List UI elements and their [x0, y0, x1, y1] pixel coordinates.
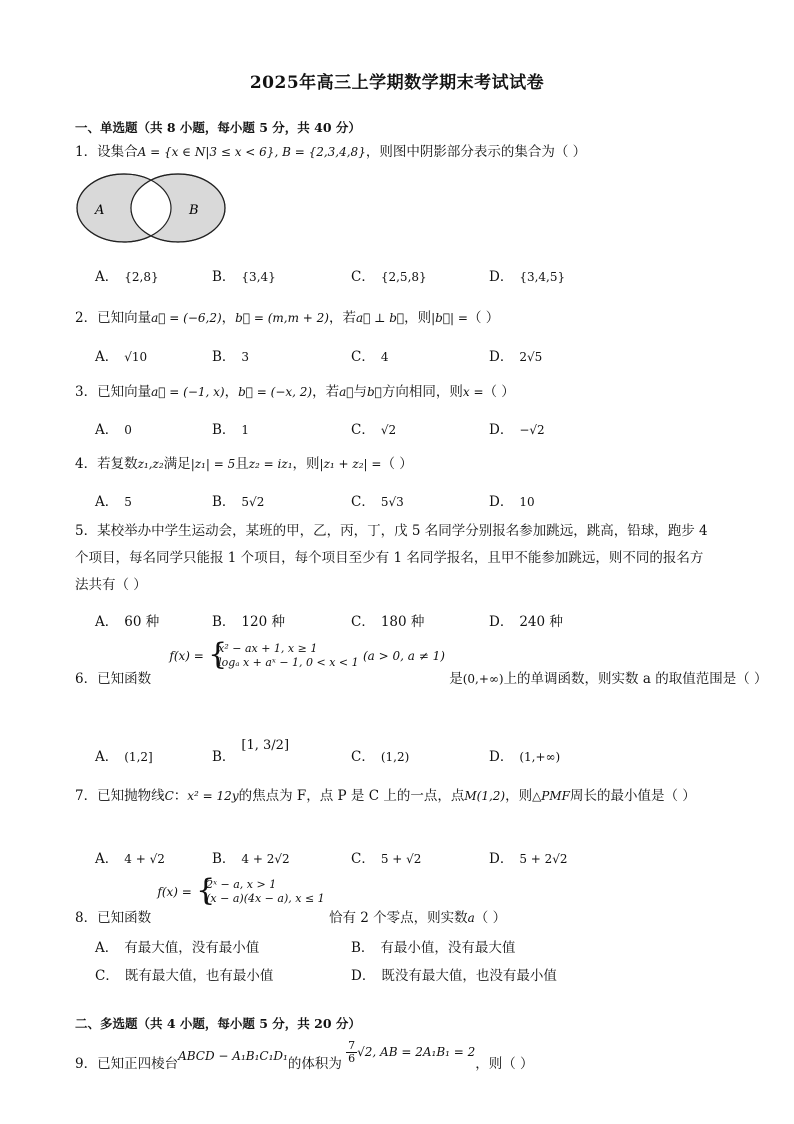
option-c[interactable]: C． 4: [351, 349, 389, 365]
option-c[interactable]: C． 5 + √2: [351, 851, 422, 867]
question-number: 1．: [75, 144, 98, 160]
question-6-options: [95, 738, 735, 765]
option-a[interactable]: A． 4 + √2: [95, 851, 165, 867]
section-single-choice: 一、单选题（共 8 小题，每小题 5 分，共 40 分）: [75, 120, 361, 135]
question-1: [75, 143, 586, 161]
question-8: 8．已知函数 f(x) = { 2ˣ − a, x > 1 (x − a)(4x − a), x ≤ 1 恰有 2 个零点，则实数a（ ）: [75, 873, 507, 926]
page-title: 2025年高三上学期数学期末考试试卷: [249, 73, 545, 93]
venn-diagram: [72, 172, 232, 252]
option-c[interactable]: C． 5√3: [351, 494, 404, 510]
question-3: 3．已知向量a⃗ = (−1, x)，b⃗ = (−x, 2)，若a⃗与b⃗方向相同，则x =（ ）: [75, 384, 515, 400]
option-d[interactable]: D． 10: [489, 494, 535, 510]
question-7: 7．已知抛物线C：x² = 12y的焦点为 F，点 P 是 C 上的一点，点M(1,2)，则△PMF周长的最小值是（ ）: [75, 788, 696, 804]
question-8-options-row2: [95, 964, 735, 984]
option-b[interactable]: B．[1, 3/2]: [212, 738, 290, 765]
question-7-options: [95, 847, 735, 867]
option-c[interactable]: C． 180 种: [351, 614, 425, 630]
question-5-options: [95, 610, 735, 630]
option-a[interactable]: A． √10: [95, 349, 148, 365]
option-a[interactable]: A． 有最大值，没有最小值: [95, 940, 260, 956]
question-2: 2．已知向量a⃗ = (−6,2)，b⃗ = (m,m + 2)，若a⃗ ⊥ b⃗，则|b⃗| =（ ）: [75, 310, 500, 326]
piecewise-function: { 2ˣ − a, x > 1 (x − a)(4x − a), x ≤ 1: [196, 873, 325, 908]
option-b[interactable]: B． 有最小值，没有最大值: [351, 940, 516, 956]
question-math: A = {x ∈ N|3 ≤ x < 6}, B = {2,3,4,8}: [137, 145, 366, 159]
option-c[interactable]: C． (1,2): [351, 749, 410, 765]
option-b[interactable]: B． {3,4}: [212, 269, 276, 285]
option-b[interactable]: B． 120 种: [212, 614, 285, 630]
option-d[interactable]: D． {3,4,5}: [489, 269, 566, 285]
option-a[interactable]: A． 60 种: [95, 614, 160, 630]
option-d[interactable]: D． 5 + 2√2: [489, 851, 568, 867]
question-text: ，则图中阴影部分表示的集合为（ ）: [365, 144, 587, 160]
option-b[interactable]: B． 4 + 2√2: [212, 851, 290, 867]
question-text: 设集合: [97, 144, 138, 160]
set-b-label: B: [189, 203, 199, 218]
option-a[interactable]: A． 0: [95, 422, 132, 438]
option-a[interactable]: A． 5: [95, 494, 132, 510]
question-8-options-row1: [95, 936, 735, 956]
piecewise-function: { x² − ax + 1, x ≥ 1 logₐ x + aˣ − 1, 0 < x < 1: [208, 637, 359, 672]
option-d[interactable]: D． 2√5: [489, 349, 543, 365]
option-a[interactable]: A． (1,2]: [95, 749, 153, 765]
option-d[interactable]: D． −√2: [489, 422, 545, 438]
volume-fraction: $\frac{7}{6}$: [348, 1039, 356, 1065]
question-3-options: [95, 418, 735, 438]
option-d[interactable]: D． (1,+∞): [489, 749, 561, 765]
option-b[interactable]: B． 5√2: [212, 494, 265, 510]
question-4-options: [95, 490, 735, 510]
option-c[interactable]: C． √2: [351, 422, 397, 438]
question-6: 6．已知函数 f(x) = { x² − ax + 1, x ≥ 1 logₐ x + aˣ − 1, 0 < x < 1 (a > 0, a ≠ 1) 是(0,+∞)上的单调函数，则实数 a 的取值范围是（ ）: [75, 637, 768, 687]
option-c[interactable]: C． {2,5,8}: [351, 269, 427, 285]
option-d[interactable]: D． 240 种: [489, 614, 563, 630]
section-multi-choice: 二、多选题（共 4 小题，每小题 5 分，共 20 分）: [75, 1016, 361, 1031]
question-2-options: [95, 345, 735, 365]
option-a[interactable]: A． {2,8}: [95, 269, 159, 285]
option-b[interactable]: B． 3: [212, 349, 250, 365]
question-9: 9．已知正四棱台ABCD − A₁B₁C₁D₁的体积为 $\frac{7}{6}$ √2, AB = 2A₁B₁ = 2，则（ ）: [75, 1039, 534, 1072]
set-a-label: A: [95, 203, 105, 218]
option-c[interactable]: C． 既有最大值，也有最小值: [95, 968, 274, 984]
option-d[interactable]: D． 既没有最大值，也没有最小值: [351, 968, 557, 984]
option-b[interactable]: B． 1: [212, 422, 250, 438]
question-4: 4．若复数z₁,z₂满足|z₁| = 5且z₂ = iz₁，则|z₁ + z₂| =（ ）: [75, 456, 413, 472]
question-5: 5．某校举办中学生运动会，某班的甲，乙，丙，丁，戊 5 名同学分别报名参加跳远，跳高，铅球，跑步 4 个项目，每名同学只能报 1 个项目，每个项目至少有 1 名同学报名，且甲不能参加跳远，则不同的报名方法共有（ ）: [75, 523, 708, 593]
question-1-options: [95, 265, 735, 285]
